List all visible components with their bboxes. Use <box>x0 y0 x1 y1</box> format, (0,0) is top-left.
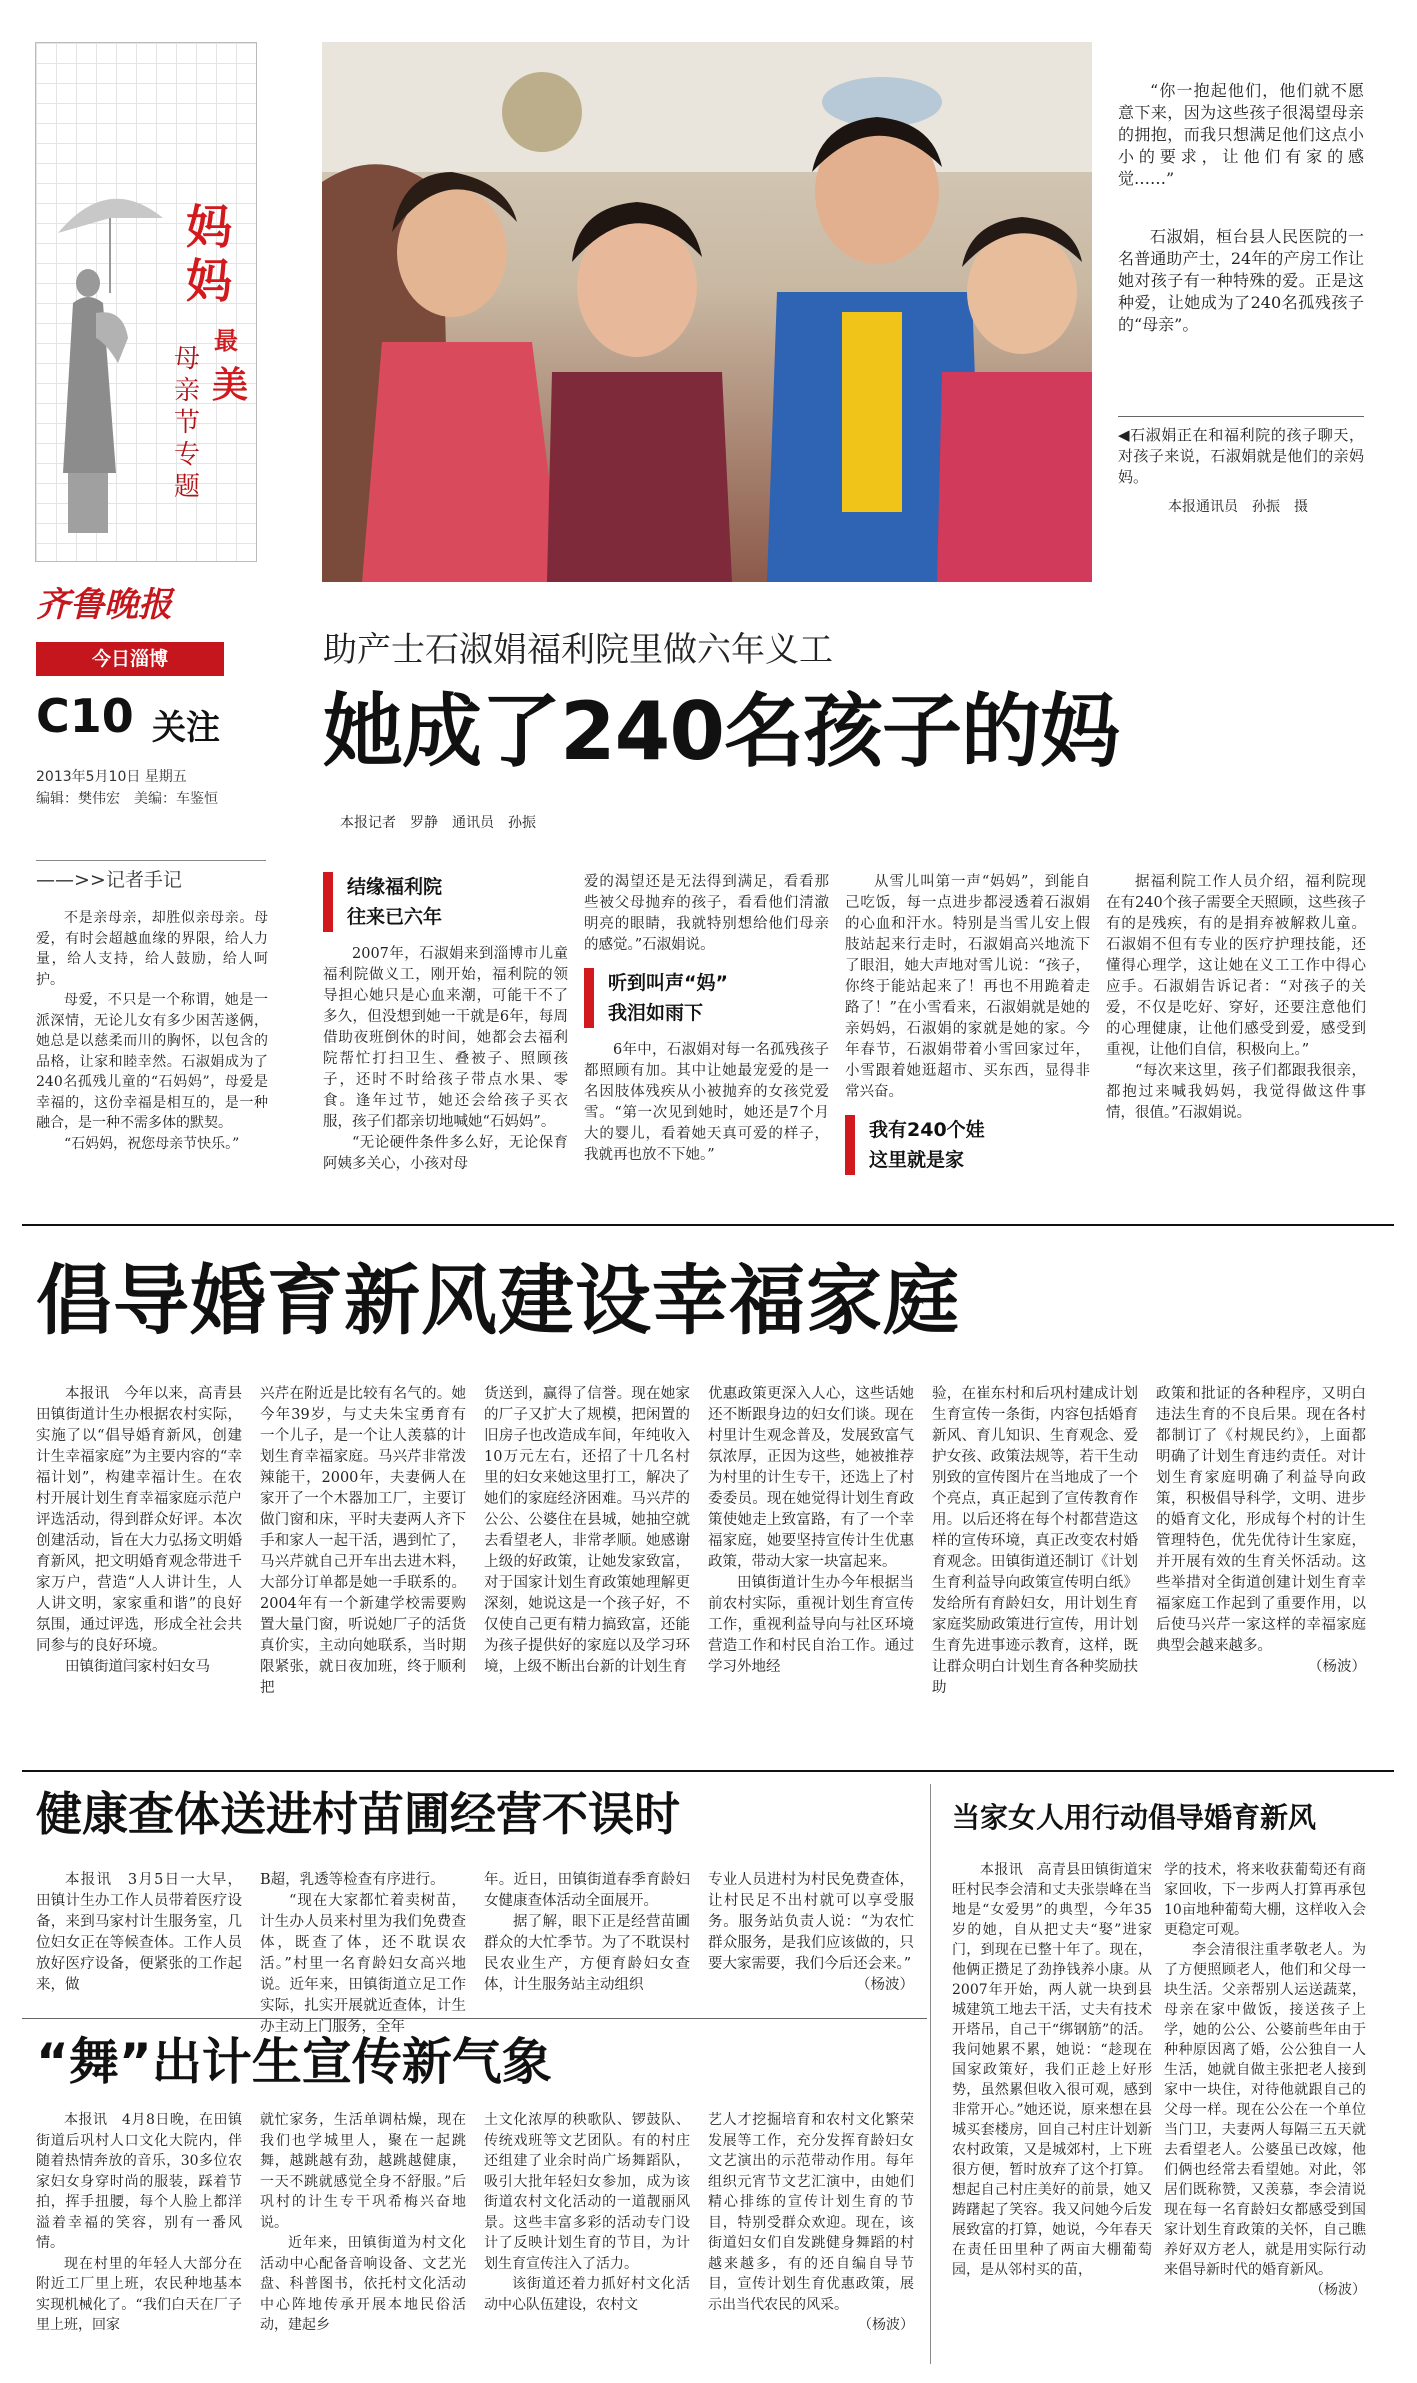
story5-col-3 <box>484 2110 690 2315</box>
memo-title: ——>>记者手记 <box>36 860 266 892</box>
story3-col-4 <box>708 1870 914 1996</box>
lead-para-7: “每次来这里，孩子们都跟我很亲，都抱过来喊我妈妈，我觉得做这件事情，很值。”石淑娟说。 <box>1106 1063 1366 1121</box>
section-divider-2 <box>22 1770 1394 1772</box>
lead-para-6: 据福利院工作人员介绍，福利院现在有240个孩子需要全天照顾，这些孩子有的是残疾，有的是捐弃被解救儿童。石淑娟不但有专业的医疗护理技能，还懂得心理学，这让她在义工工作中得心应手。石淑娟告诉记者：“对孩子的关爱，不仅是吃好、穿好，还要注意他们的心理健康，让他们感受到爱，感受到重视，让他们自信，积极向上。” <box>1106 874 1366 1058</box>
story5-col-4 <box>708 2110 914 2336</box>
story4-col-2 <box>1164 1860 1366 2300</box>
story2-col-6 <box>1156 1384 1366 1678</box>
subhead-3: 我有240个娃 这里就是家 <box>845 1115 1090 1175</box>
story4-col-1: 本报讯 高青县田镇街道宋旺村民李会清和丈夫张崇峰在当地是“女爱男”的典型，今年35岁的她，自从把丈夫“娶”进家门，到现在已整十年了。现在，他俩正攒足了劲挣钱养小康。从2007年开始，两人就一块到县城建筑工地去干活，丈夫有技术开塔吊，自己干“绑钢筋”的活。我问她累不累，她说：“趁现在国家政策好，我们正趁上好形势，虽然累但收入很可观，感到非常开心。”她还说，原来想在县城买套楼房，回自己村庄计划新农村政策，又是城郊村，上下班很方便，暂时放弃了这个打算。想起自己村庄美好的前景，她又踌躇起了笑容。我又问她今后发展致富的打算，她说，今年春天在责任田里种了两亩大棚葡萄园，是从邻村买的苗， <box>952 1862 1152 2278</box>
lead-col-2 <box>584 872 829 1166</box>
lead-para-2: “无论硬件条件多么好，无论保育阿姨多关心，小孩对母 <box>323 1135 568 1172</box>
story2-headline[interactable]: 倡导婚育新风建设幸福家庭 <box>36 1256 960 1345</box>
pull-quote: “你一抱起他们，他们就不愿意下来，因为这些孩子很渴望母亲的拥抱，而我只想满足他们这点小小的要求，让他们有家的感觉……” <box>1118 81 1364 188</box>
mothers-day-promo[interactable] <box>35 42 257 562</box>
story5-para-4: 近年来，田镇街道为村文化活动中心配备音响设备、文艺光盘、科普图书，依托村文化活动中心阵地传承开展本地民俗活动，建起乡 <box>260 2235 466 2333</box>
story2-para-4: 田镇街道计生办今年根据当前农村实际，重视计划生育宣传工作，重视利益导向与社区环境营造工作和村民自治工作。通过学习外地经 <box>708 1575 914 1675</box>
story3-headline[interactable]: 健康查体送进村苗圃经营不误时 <box>36 1787 680 1841</box>
story4-sign: （杨波） <box>1310 2282 1366 2298</box>
section-label: 关注 <box>152 708 220 748</box>
editor-credits: 编辑：樊伟宏 美编：车鉴恒 <box>36 791 218 807</box>
story3-col-1: 本报讯 3月5日一大早，田镇计生办工作人员带着医疗设备，来到马家村计生服务室，几位妇女正在等候查体。工作人员放好医疗设备，便紧张的工作起来，做 <box>36 1872 242 1993</box>
section-divider-1 <box>22 1224 1394 1226</box>
promo-vertical-text: 母亲节专题 <box>174 344 201 502</box>
story3-para-5: 专业人员进村为村民免费查体，让村民足不出村就可以享受服务。服务站负责人说：“为农忙群众服务，是我们应该做的，只要大家需要，我们今后还会来。” <box>708 1872 914 1972</box>
story5-col-2 <box>260 2110 466 2336</box>
story3-sign: （杨波） <box>856 1977 914 1993</box>
lead-col-1 <box>323 872 568 1175</box>
story4-para-2: 李会清很注重孝敬老人。为了方便照顾老人，他们和父母一块生活。父亲帮别人运送蔬菜，母亲在家中做饭，接送孩子上学，她的公公、公婆前些年由于种种原因离了婚，公公独自一人生活，她就自做主张把老人接到家中一块住，对待他就跟自己的父母一样。现在公公在一个单位当门卫，夫妻两人每隔三五天就去看望老人。公婆虽已改嫁，他们俩也经常去看望她。对此，邻居们既称赞，又羡慕，李会清说现在每一名育龄妇女都感受到国家计划生育政策的关怀，自己瞧养好双方老人，就是用实际行动来倡导新时代的婚育新风。 <box>1164 1942 1366 2278</box>
story2-col-2: 兴芹在附近是比较有名气的。她今年39岁，与丈夫朱宝勇育有一个儿子，是一个让人羡慕的计划生育幸福家庭。马兴芹非常泼辣能干，2000年，夫妻俩人在家开了一个木器加工厂，主要订做门窗和床，平时夫妻两人齐下手和家人一起干活，遇到忙了，马兴芹就自己开车出去进木料，大部分订单都是她一手联系的。2004年有一个新建学校需要购置大量门窗，听说她厂子的活货真价实，主动向她联系，当时期限紧张，就日夜加班，终于顺利把 <box>260 1386 466 1696</box>
promo-title-mei: 美 <box>212 365 249 406</box>
edition-badge: 今日淄博 <box>36 642 224 676</box>
promo-title-ma-1: 妈 <box>186 200 232 254</box>
lead-kicker: 助产士石淑娟福利院里做六年义工 <box>323 630 833 670</box>
story5-para-1: 本报讯 4月8日晚，在田镇街道后巩村人口文化大院内，伴随着热情奔放的音乐，30多位农家妇女身穿时尚的服装，踩着节拍，挥手扭腰，每个人脸上都洋溢着幸福的笑容，别有一番风情。 <box>36 2112 242 2251</box>
lead-para-4: 6年中，石淑娟对每一名孤残孩子都照顾有加。其中让她最宠爱的是一名因肢体残疾从小被抛弃的女孩党爱雪。“第一次见到她时，她还是7个月大的婴儿，看着她天真可爱的样子，我就再也放不下她。” <box>584 1042 829 1163</box>
story2-col-5: 验，在崔东村和后巩村建成计划生育宣传一条街，内容包括婚育新风、育儿知识、生育观念、爱护女孩、政策法规等，若干生动别致的宣传图片在当地成了一个个亮点，真正起到了宣传教育作用。以后还将在每个村都营造这样的宣传环境，真正改变农村婚育观念。田镇街道还制订《计划生育利益导向政策宣传明白纸》发给所有育龄妇女，用计划生育家庭奖励政策进行宣传，用计划生育先进事迹示教育，这样，既让群众明白计划生育各种奖励扶助 <box>932 1386 1138 1696</box>
story5-col-1 <box>36 2110 242 2336</box>
story5-para-2: 现在村里的年轻人大部分在附近工厂里上班，农民种地基本实现机械化了。“我们白天在厂子里上班，回家 <box>36 2255 242 2333</box>
story5-para-5: 土文化浓厚的秧歌队、锣鼓队、传统戏班等文艺团队。有的村庄还组建了业余时尚广场舞蹈队，吸引大批年轻妇女参加，成为该街道农村文化活动的一道靓丽风景。这些丰富多彩的活动专门设计了反映计划生育的节目，为计划生育宣传注入了活力。 <box>484 2112 690 2272</box>
lead-para-5: 从雪儿叫第一声“妈妈”，到能自己吃饭，每一点进步都浸透着石淑娟的心血和汗水。特别是当雪儿安上假肢站起来行走时，石淑娟高兴地流下了眼泪，她大声地对雪儿说：“孩子，你终于能站起来了！再也不用跪着走路了！”在小雪看来，石淑娟就是她的亲妈妈，石淑娟的家就是她的家。今年春节，石淑娟带着小雪回家过年，小雪跟着她逛超市、买东西，显得非常兴奋。 <box>845 874 1090 1100</box>
photo-caption: ◀石淑娟正在和福利院的孩子聊天，对孩子来说，石淑娟就是他们的亲妈妈。 <box>1118 416 1364 488</box>
story3-para-2: “现在大家都忙着卖树苗，计生办人员来村里为我们免费查体，既查了体，还不耽误农活。”村里一名育龄妇女高兴地说。近年来，田镇街道立足工作实际，扎实开展就近查体，计生办主动上门服务，全年 <box>260 1893 466 2035</box>
story2-sign: （杨波） <box>1308 1659 1366 1675</box>
story3-col-3 <box>484 1870 690 1996</box>
story3-col-2 <box>260 1870 466 2038</box>
memo-body <box>36 908 268 1154</box>
story5-para-3: 就忙家务，生活单调枯燥，现在我们也学城里人，聚在一起跳舞，越跳越有劲，越跳越健康，一天不跳就感觉全身不舒服。”后巩村的计生专干巩希梅兴奋地说。 <box>260 2112 466 2231</box>
story4-headline[interactable]: 当家女人用行动倡导婚育新风 <box>952 1801 1317 1834</box>
lead-col-4 <box>1106 872 1366 1124</box>
column-divider <box>930 1784 931 2364</box>
story5-para-7: 艺人才挖掘培育和农村文化繁荣发展等工作，充分发挥育龄妇女文艺演出的示范带动作用。每年组织元宵节文艺汇演中，由她们精心排练的宣传计划生育的节目，特别受群众欢迎。现在，该街道妇女们自发跳健身舞蹈的村越来越多，有的还自编自导节目，宣传计划生育优惠政策，展示出当代农民的风采。 <box>708 2112 914 2313</box>
lead-para-1: 2007年，石淑娟来到淄博市儿童福利院做义工，刚开始，福利院的领导担心她只是心血来潮，可能干不了多久，但没想到她一干就是6年，每周借助夜班倒休的时间，她都会去福利院帮忙打扫卫生、叠被子、照顾孩子，还时不时给孩子带点水果、零食。逢年过节，她还会给孩子买衣服，孩子们都亲切地喊她“石妈妈”。 <box>323 946 568 1130</box>
story5-sign: （杨波） <box>858 2317 914 2333</box>
subject-bio: 石淑娟，桓台县人民医院的一名普通助产士，24年的产房工作让她对孩子有一种特殊的爱。正是这种爱，让她成为了240名孤残孩子的“母亲”。 <box>1118 227 1364 334</box>
story2-col-3: 货送到，赢得了信誉。现在她家的厂子又扩大了规模，把闲置的旧房子也改造成车间，年纯收入10万元左右，还招了十几名村里的妇女来她这里打工，解决了她们的家庭经济困难。马兴芹的公公、公婆住在县城，她抽空就去看望老人，非常孝顺。她感谢上级的好政策，让她发家致富，对于国家计划生育政策她理解更深刻，她说这是一个孩子好，不仅使自己更有精力搞致富，还能为孩子提供好的家庭以及学习环境，上级不断出台新的计划生育 <box>484 1386 690 1675</box>
story4-para-1: 学的技术，将来收获葡萄还有商家回收，下一步两人打算再承包10亩地种葡萄大棚，这样收入会更稳定可观。 <box>1164 1862 1366 1938</box>
story3-para-4: 据了解，眼下正是经营苗圃群众的大忙季节。为了不耽误村民农业生产，方便育龄妇女查体，计生服务站主动组织 <box>484 1914 690 1993</box>
lead-headline[interactable]: 她成了240名孩子的妈 <box>323 685 1119 778</box>
story2-col-4 <box>708 1384 914 1678</box>
lead-byline: 本报记者 罗静 通讯员 孙振 <box>340 815 536 831</box>
memo-para-3: “石妈妈，祝您母亲节快乐。” <box>64 1135 240 1152</box>
story2-para-2: 田镇街道闫家村妇女马 <box>65 1659 210 1675</box>
memo-para-1: 不是亲母亲，却胜似亲母亲。母爱，有时会超越血缘的界限，给人力量，给人支持，给人鼓励，给人呵护。 <box>36 910 268 988</box>
memo-para-2: 母爱，不只是一个称谓，她是一派深情，无论儿女有多少困苦遂俩，她总是以慈柔而川的胸怀，以包含的品格，让家和睦幸然。石淑娟成为了240名孤残儿童的“石妈妈”，母爱是幸福的，这份幸福是相互的，是一种融合，是一种不需多体的默契。 <box>36 992 268 1131</box>
newspaper-logo[interactable]: 齐鲁晚报 <box>36 585 172 625</box>
story2-para-5: 政策和批证的各种程序，又明白违法生育的不良后果。现在各村都制订了《村规民约》，上面都明确了计划生育违约责任。对计划生育家庭明确了利益导向政策，积极倡导科学，文明、进步的婚育文化，形成每个村的计生管理特色，优先优待计生家庭，并开展有效的生育关怀活动。这些举措对全街道创建计划生育幸福家庭工作起到了重要作用，以后使马兴芹一家这样的幸福家庭典型会越来越多。 <box>1156 1386 1366 1654</box>
story2-para-1: 本报讯 今年以来，高青县田镇街道计生办根据农村实际，实施了以“倡导婚育新风，创建计生幸福家庭”为主要内容的“幸福计划”，构建幸福计生。在农村开展计划生育幸福家庭示范户评选活动，得到群众好评。本次创建活动，旨在大力弘扬文明婚育新风，把文明婚育观念带进千家万户，营造“人人讲计生，人人讲文明，家家重和谐”的良好氛围，通过评选，形成全社会共同参与的良好环境。 <box>36 1386 242 1654</box>
subhead-1: 结缘福利院 往来已六年 <box>323 872 568 932</box>
section-divider-3 <box>22 2018 927 2019</box>
photo-credit: 本报通讯员 孙振 摄 <box>1168 499 1308 515</box>
lead-para-3: 爱的渴望还是无法得到满足，看看那些被父母抛弃的孩子，看看他们清澈明亮的眼睛，我就特别想给他们母亲的感觉。”石淑娟说。 <box>584 874 829 953</box>
story5-headline[interactable]: “舞”出计生宣传新气象 <box>36 2033 552 2091</box>
story5-para-6: 该街道还着力抓好村文化活动中心队伍建设，农村文 <box>484 2276 690 2313</box>
story3-para-1: B超，乳透等检查有序进行。 <box>260 1872 445 1888</box>
lead-photo[interactable] <box>322 42 1092 582</box>
promo-title-ma-2: 妈 <box>186 254 232 308</box>
lead-col-3 <box>845 872 1090 1175</box>
subhead-2: 听到叫声“妈” 我泪如雨下 <box>584 968 829 1028</box>
page-number: C10 <box>36 689 134 743</box>
mother-child-illustration <box>48 163 168 543</box>
story2-col-1 <box>36 1384 242 1678</box>
issue-date: 2013年5月10日 星期五 <box>36 769 187 785</box>
children-photo-illustration <box>322 42 1092 582</box>
promo-title-zui: 最 <box>214 327 238 355</box>
story2-para-3: 优惠政策更深入人心，这些话她还不断跟身边的妇女们谈。现在村里计生观念普及，发展致富气氛浓厚，正因为这些，她被推荐为村里的计生专干，还选上了村委委员。现在她觉得计划生育政策使她走上致富路，有了一个幸福家庭，她要坚持宣传计生优惠政策，带动大家一块富起来。 <box>708 1386 914 1570</box>
story3-para-3: 年。近日，田镇街道春季育龄妇女健康查体活动全面展开。 <box>484 1872 690 1909</box>
